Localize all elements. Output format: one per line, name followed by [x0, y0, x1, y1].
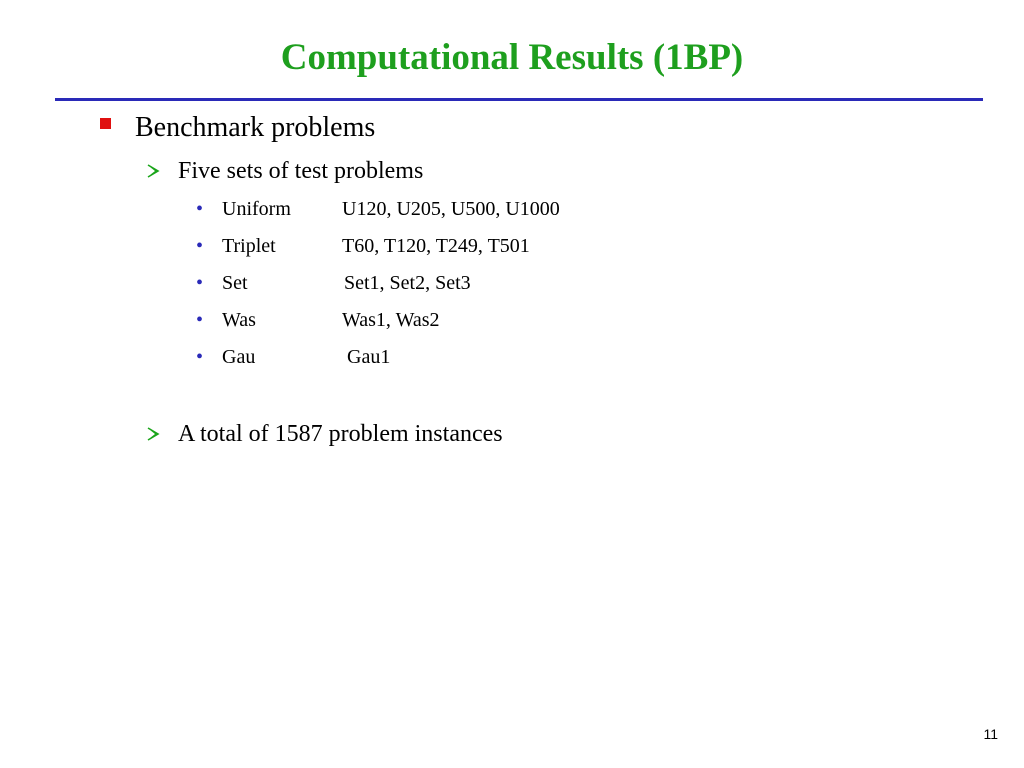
bullet-text: Benchmark problems	[135, 112, 376, 143]
set-values: Was1, Was2	[342, 309, 440, 331]
dot-bullet-icon: •	[196, 198, 204, 220]
set-values: Set1, Set2, Set3	[344, 272, 471, 294]
set-name: Gau	[222, 346, 256, 368]
dot-bullet-icon: •	[196, 235, 204, 257]
title-divider	[55, 98, 983, 101]
page-number: 11	[983, 726, 998, 742]
set-name: Was	[222, 309, 256, 331]
set-values: Gau1	[347, 346, 391, 368]
set-name: Triplet	[222, 235, 276, 257]
square-bullet-icon	[100, 118, 111, 129]
slide-title: Computational Results (1BP)	[280, 37, 744, 78]
arrow-bullet-icon	[147, 427, 160, 441]
dot-bullet-icon: •	[196, 346, 204, 368]
sub-bullet-text: Five sets of test problems	[178, 158, 424, 184]
arrow-bullet-icon	[147, 164, 160, 178]
dot-bullet-icon: •	[196, 272, 204, 294]
set-name: Uniform	[222, 198, 291, 220]
dot-bullet-icon: •	[196, 309, 204, 331]
set-values: T60, T120, T249, T501	[342, 235, 530, 257]
set-values: U120, U205, U500, U1000	[342, 198, 560, 220]
set-name: Set	[222, 272, 248, 294]
sub-bullet-text: A total of 1587 problem instances	[178, 421, 503, 447]
